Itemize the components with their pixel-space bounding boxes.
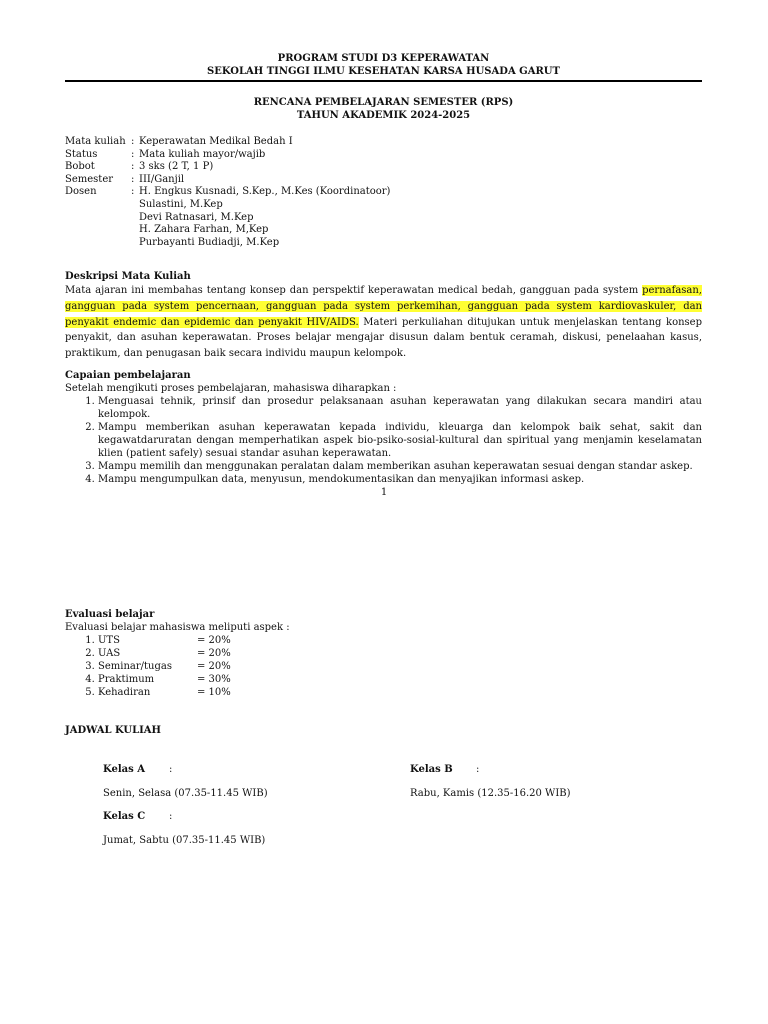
meta-row <box>65 237 702 250</box>
description-paragraph <box>65 283 702 361</box>
meta-value: Mata kuliah mayor/wajib <box>139 148 266 160</box>
description-title: Deskripsi Mata Kuliah <box>65 271 191 283</box>
kelas-a-header <box>103 763 172 776</box>
meta-label: Semester <box>65 173 114 185</box>
meta-value: 3 sks (2 T, 1 P) <box>139 161 214 173</box>
kelas-b-header <box>410 763 479 776</box>
outcomes-intro: Setelah mengikuti proses pembelajaran, mahasiswa diharapkan : <box>65 383 397 395</box>
evaluation-weight: = 10% <box>197 687 231 698</box>
meta-label: Bobot <box>65 161 95 173</box>
meta-row <box>65 161 702 174</box>
kelas-a-time: Senin, Selasa (07.35-11.45 WIB) <box>103 788 268 799</box>
course-meta <box>65 136 702 249</box>
evaluation-aspect: 1. UTS <box>98 635 120 646</box>
meta-value: Keperawatan Medikal Bedah I <box>139 136 293 147</box>
list-item <box>98 647 702 660</box>
evaluation-aspect: 4. Praktimum <box>98 674 155 685</box>
kelas-c-time: Jumat, Sabtu (07.35-11.45 WIB) <box>103 835 266 846</box>
meta-row <box>65 149 702 162</box>
meta-colon: : <box>131 173 135 185</box>
meta-row <box>65 174 702 187</box>
outcomes-title: Capaian pembelajaran <box>65 370 191 382</box>
program-name: PROGRAM STUDI D3 KEPERAWATAN <box>277 53 490 64</box>
outcomes-list <box>65 395 702 486</box>
academic-year: TAHUN AKADEMIK 2024-2025 <box>296 110 471 121</box>
description-text-1: Mata ajaran ini membahas tentang konsep dan perspektif keperawatan medical bedah, gangguan pada system <box>65 285 643 297</box>
list-item: 1. Menguasai tehnik, prinsif dan prosedur pelaksanaan asuhan keperawatan yang dilakukan secara mandiri atau kelompok. <box>98 395 702 421</box>
lecturer-name: Devi Ratnasari, M.Kep <box>139 211 254 223</box>
evaluation-aspect: 5. Kehadiran <box>98 687 151 698</box>
kelas-b-label: Kelas B <box>410 764 453 775</box>
meta-colon: : <box>131 136 135 147</box>
meta-row <box>65 186 702 199</box>
evaluation-weight: = 20% <box>197 635 231 646</box>
kelas-b-time: Rabu, Kamis (12.35-16.20 WIB) <box>410 788 571 799</box>
meta-colon: : <box>131 148 135 160</box>
kelas-a-label: Kelas A <box>103 764 145 775</box>
list-item: 2. Mampu memberikan asuhan keperawatan kepada individu, kleuarga dan kelompok baik sehat, sakit dan kegawatdaruratan dengan memperhatikan aspek bio-psiko-sosial-kultural dan spiritual yang menjamin keselamatan klien (patient safely) sesuai standar asuhan keperawatan. <box>98 421 702 460</box>
evaluation-weight: = 20% <box>197 648 231 659</box>
lecturer-name: Purbayanti Budiadji, M.Kep <box>139 236 280 248</box>
meta-colon: : <box>131 161 135 173</box>
document-title: RENCANA PEMBELAJARAN SEMESTER (RPS) <box>253 97 514 108</box>
evaluation-aspect: 2. UAS <box>98 648 121 659</box>
meta-label: Mata kuliah <box>65 136 126 147</box>
evaluation-weight: = 20% <box>197 661 231 672</box>
list-item: 4. Mampu mengumpulkan data, menyusun, mendokumentasikan dan menyajikan informasi askep. <box>98 473 702 486</box>
evaluation-list <box>65 634 702 699</box>
lecturer-name: Sulastini, M.Kep <box>139 198 223 210</box>
list-item <box>98 660 702 673</box>
evaluation-aspect: 3. Seminar/tugas <box>98 661 172 672</box>
evaluation-intro: Evaluasi belajar mahasiswa meliputi aspek : <box>65 622 290 633</box>
page-number: 1 <box>380 487 388 498</box>
evaluation-title: Evaluasi belajar <box>65 609 155 620</box>
meta-value: III/Ganjil <box>139 173 185 185</box>
meta-value: H. Engkus Kusnadi, S.Kep., M.Kes (Koordinatoor) <box>139 186 391 198</box>
schedule-title: JADWAL KULIAH <box>65 725 161 736</box>
evaluation-weight: = 30% <box>197 674 231 685</box>
list-item <box>98 686 702 699</box>
header-divider <box>65 80 702 82</box>
kelas-c-label: Kelas C <box>103 811 146 822</box>
kelas-c-header <box>103 810 172 823</box>
kelas-c-colon: : <box>169 811 173 822</box>
meta-label: Dosen <box>65 186 97 198</box>
kelas-b-colon: : <box>476 764 480 775</box>
list-item: 3. Mampu memilih dan menggunakan peralatan dalam memberikan asuhan keperawatan sesuai dengan standar askep. <box>98 460 702 473</box>
document-page <box>65 52 702 486</box>
institution-name: SEKOLAH TINGGI ILMU KESEHATAN KARSA HUSADA GARUT <box>207 66 560 77</box>
list-item <box>98 673 702 686</box>
meta-row <box>65 199 702 212</box>
meta-colon: : <box>131 186 135 198</box>
description-text-2: Materi perkuliahan ditujukan untuk menjelaskan tentang konsep penyakit, dan asuhan keperawatan. Proses belajar mengajar disusun dalam bentuk ceramah, diskusi, penelaahan kasus, praktikum, dan penugasan baik secara individu maupun kelompok. <box>65 316 702 359</box>
meta-label: Status <box>65 148 98 160</box>
list-item <box>98 634 702 647</box>
meta-row <box>65 212 702 225</box>
document-page-2 <box>65 608 702 699</box>
description-highlight: pernafasan, gangguan pada system pencernaan, gangguan pada system perkemihan, gangguan pada system kardiovaskuler, dan penyakit endemic dan epidemic dan penyakit HIV/AIDS. <box>65 285 702 328</box>
kelas-a-colon: : <box>169 764 173 775</box>
meta-row <box>65 136 702 149</box>
lecturer-name: H. Zahara Farhan, M,Kep <box>139 224 269 236</box>
meta-row <box>65 224 702 237</box>
